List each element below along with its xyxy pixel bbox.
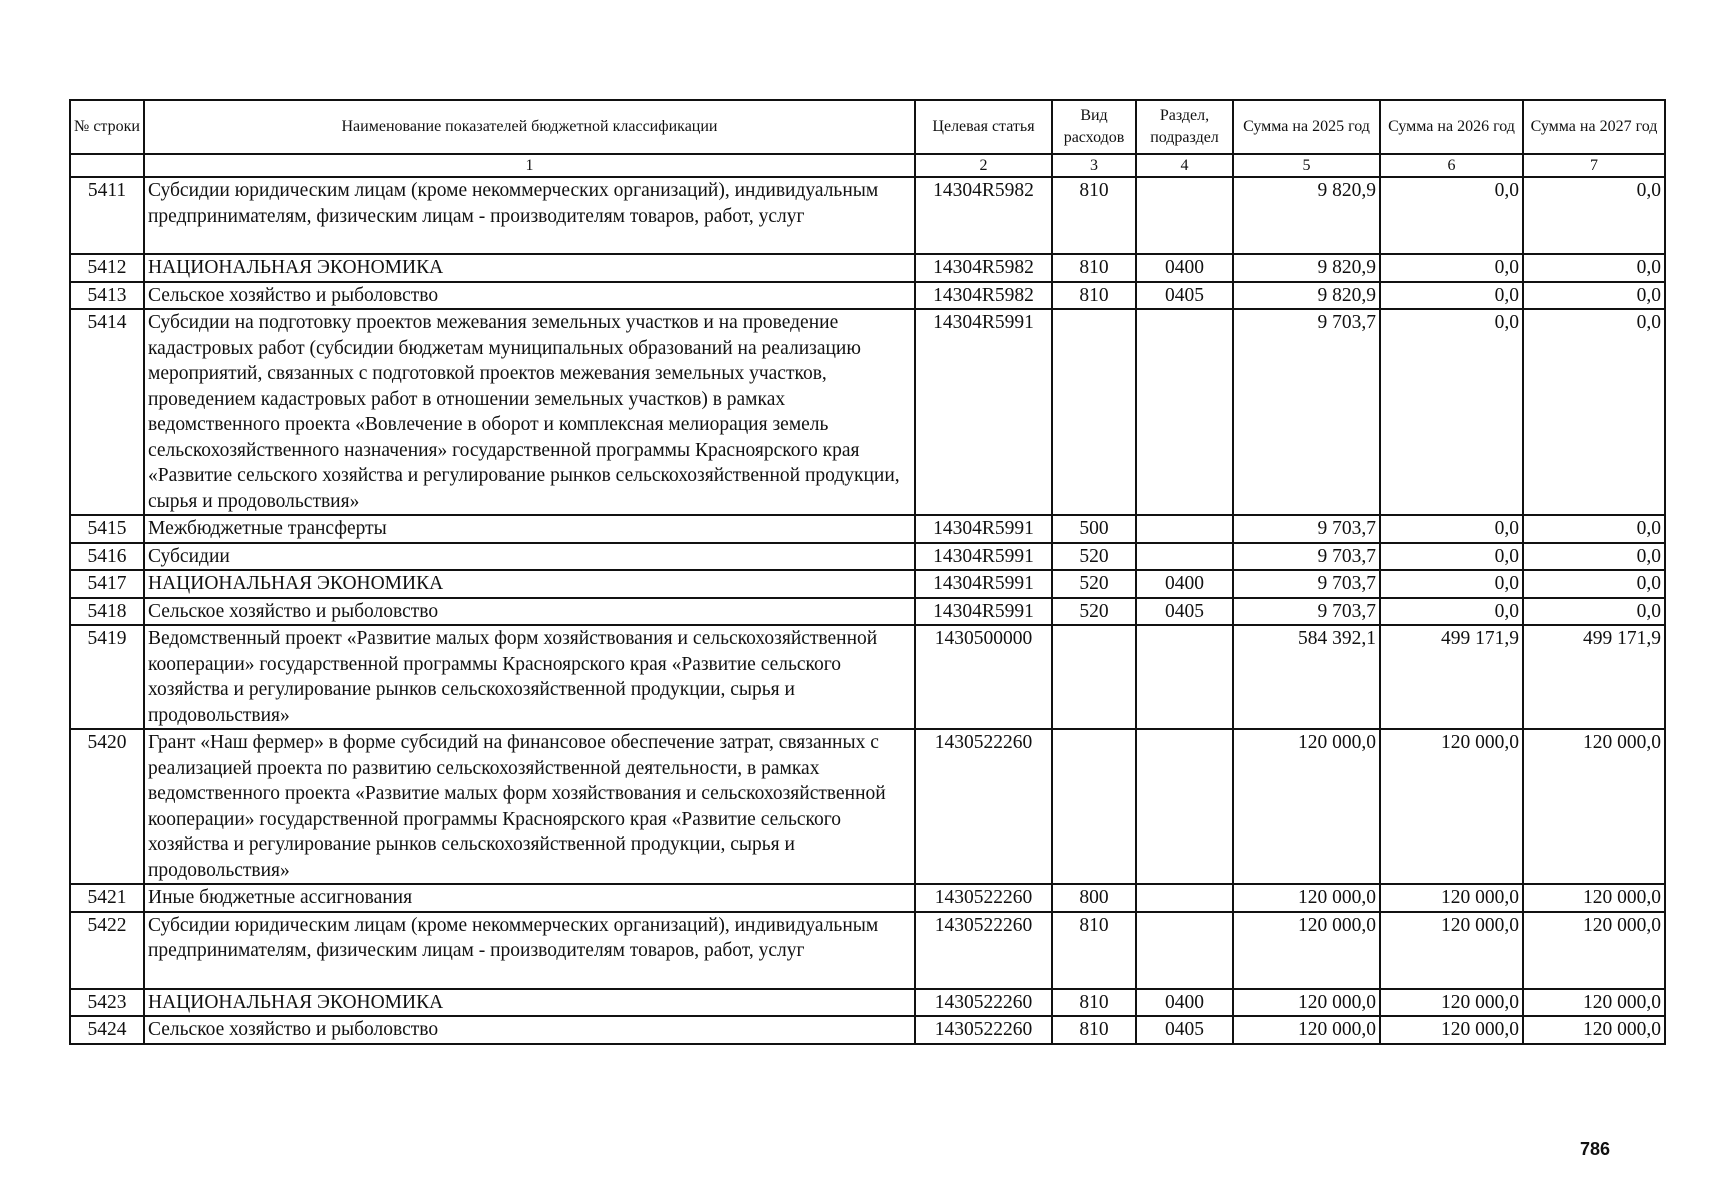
row-number: 5418 (70, 598, 144, 626)
indicator-name: Грант «Наш фермер» в форме субсидий на финансовое обеспечение затрат, связанных с реализацией проекта по развитию сельскохозяйственной деятельности, в рамках ведомственного проекта «Развитие малых форм хозяйствования и сельскохозяйственной кооперации» государственной программы Красноярского края «Развитие сельского хозяйства и регулирование рынков сельскохозяйственной продукции, сырья и продовольствия» (144, 729, 915, 884)
target-article: 14304R5982 (915, 282, 1052, 310)
column-number: 3 (1052, 154, 1136, 177)
row-number: 5421 (70, 884, 144, 912)
sum-2026: 120 000,0 (1380, 912, 1523, 989)
section-code (1136, 912, 1233, 989)
table-row (70, 515, 1665, 543)
sum-2026: 0,0 (1380, 598, 1523, 626)
sum-2027: 120 000,0 (1523, 884, 1665, 912)
sum-2025: 9 703,7 (1233, 543, 1380, 571)
sum-2025: 9 703,7 (1233, 598, 1380, 626)
target-article: 14304R5991 (915, 543, 1052, 571)
sum-2027: 120 000,0 (1523, 729, 1665, 884)
indicator-name: Сельское хозяйство и рыболовство (144, 282, 915, 310)
row-number: 5422 (70, 912, 144, 989)
indicator-name: Субсидии на подготовку проектов межевания земельных участков и на проведение кадастровых работ (субсидии бюджетам муниципальных образований на реализацию мероприятий, связанных с подготовкой проектов межевания земельных участков, проведением кадастровых работ в отношении земельных участков) в рамках ведомственного проекта «Вовлечение в оборот и комплексная мелиорация земель сельскохозяйственного назначения» государственной программы Красноярского края «Развитие сельского хозяйства и регулирование рынков сельскохозяйственной продукции, сырья и продовольствия» (144, 309, 915, 515)
row-number: 5423 (70, 989, 144, 1017)
expense-type: 520 (1052, 598, 1136, 626)
sum-2027: 499 171,9 (1523, 625, 1665, 729)
sum-2026: 0,0 (1380, 254, 1523, 282)
header-target: Целевая статья (915, 100, 1052, 154)
sum-2027: 0,0 (1523, 177, 1665, 254)
row-number: 5413 (70, 282, 144, 310)
target-article: 14304R5991 (915, 598, 1052, 626)
header-sum-2026: Сумма на 2026 год (1380, 100, 1523, 154)
indicator-name: Ведомственный проект «Развитие малых форм хозяйствования и сельскохозяйственной кооперации» государственной программы Красноярского края «Развитие сельского хозяйства и регулирование рынков сельскохозяйственной продукции, сырья и продовольствия» (144, 625, 915, 729)
column-number: 7 (1523, 154, 1665, 177)
header-expense-type: Вид расходов (1052, 100, 1136, 154)
row-number: 5416 (70, 543, 144, 571)
expense-type: 810 (1052, 282, 1136, 310)
section-code (1136, 884, 1233, 912)
header-row (70, 100, 1665, 154)
table-row (70, 625, 1665, 729)
expense-type: 800 (1052, 884, 1136, 912)
table-row (70, 729, 1665, 884)
sum-2025: 9 703,7 (1233, 309, 1380, 515)
table-row (70, 989, 1665, 1017)
column-number (70, 154, 144, 177)
column-number: 6 (1380, 154, 1523, 177)
header-name: Наименование показателей бюджетной классификации (144, 100, 915, 154)
table-row (70, 1016, 1665, 1044)
column-number: 5 (1233, 154, 1380, 177)
expense-type: 500 (1052, 515, 1136, 543)
section-code (1136, 515, 1233, 543)
row-number: 5414 (70, 309, 144, 515)
sum-2027: 0,0 (1523, 543, 1665, 571)
sum-2027: 0,0 (1523, 309, 1665, 515)
indicator-name: Субсидии юридическим лицам (кроме некоммерческих организаций), индивидуальным предпринимателям, физическим лицам - производителям товаров, работ, услуг (144, 177, 915, 254)
sum-2026: 0,0 (1380, 543, 1523, 571)
sum-2026: 499 171,9 (1380, 625, 1523, 729)
indicator-name: Субсидии (144, 543, 915, 571)
row-number: 5420 (70, 729, 144, 884)
indicator-name: Межбюджетные трансферты (144, 515, 915, 543)
sum-2025: 120 000,0 (1233, 884, 1380, 912)
sum-2027: 120 000,0 (1523, 989, 1665, 1017)
row-number: 5411 (70, 177, 144, 254)
expense-type (1052, 309, 1136, 515)
sum-2026: 0,0 (1380, 570, 1523, 598)
row-number: 5412 (70, 254, 144, 282)
table-row (70, 570, 1665, 598)
sum-2027: 0,0 (1523, 598, 1665, 626)
row-number: 5424 (70, 1016, 144, 1044)
indicator-name: НАЦИОНАЛЬНАЯ ЭКОНОМИКА (144, 989, 915, 1017)
sum-2026: 120 000,0 (1380, 884, 1523, 912)
target-article: 1430522260 (915, 989, 1052, 1017)
target-article: 1430522260 (915, 1016, 1052, 1044)
sum-2027: 0,0 (1523, 515, 1665, 543)
sum-2025: 584 392,1 (1233, 625, 1380, 729)
table-row (70, 177, 1665, 254)
sum-2026: 120 000,0 (1380, 989, 1523, 1017)
expense-type (1052, 729, 1136, 884)
sum-2026: 120 000,0 (1380, 729, 1523, 884)
section-code: 0405 (1136, 282, 1233, 310)
sum-2027: 120 000,0 (1523, 1016, 1665, 1044)
column-number-row (70, 154, 1665, 177)
section-code: 0405 (1136, 598, 1233, 626)
column-number: 4 (1136, 154, 1233, 177)
sum-2025: 9 703,7 (1233, 570, 1380, 598)
section-code (1136, 729, 1233, 884)
row-number: 5417 (70, 570, 144, 598)
sum-2025: 120 000,0 (1233, 1016, 1380, 1044)
target-article: 14304R5991 (915, 515, 1052, 543)
sum-2026: 0,0 (1380, 282, 1523, 310)
header-sum-2025: Сумма на 2025 год (1233, 100, 1380, 154)
sum-2025: 120 000,0 (1233, 989, 1380, 1017)
budget-table (69, 99, 1666, 1045)
target-article: 14304R5982 (915, 254, 1052, 282)
sum-2026: 0,0 (1380, 309, 1523, 515)
section-code: 0400 (1136, 254, 1233, 282)
table-body (70, 177, 1665, 1044)
row-number: 5415 (70, 515, 144, 543)
expense-type: 810 (1052, 254, 1136, 282)
header-sum-2027: Сумма на 2027 год (1523, 100, 1665, 154)
expense-type: 520 (1052, 543, 1136, 571)
target-article: 1430522260 (915, 884, 1052, 912)
table-row (70, 884, 1665, 912)
indicator-name: Сельское хозяйство и рыболовство (144, 598, 915, 626)
indicator-name: Сельское хозяйство и рыболовство (144, 1016, 915, 1044)
table-row (70, 598, 1665, 626)
expense-type: 520 (1052, 570, 1136, 598)
expense-type: 810 (1052, 1016, 1136, 1044)
table-row (70, 912, 1665, 989)
table-row (70, 543, 1665, 571)
sum-2027: 0,0 (1523, 570, 1665, 598)
page-number: 786 (1580, 1139, 1611, 1159)
sum-2025: 9 820,9 (1233, 282, 1380, 310)
target-article: 14304R5991 (915, 570, 1052, 598)
header-section: Раздел, подраздел (1136, 100, 1233, 154)
sum-2025: 9 703,7 (1233, 515, 1380, 543)
indicator-name: НАЦИОНАЛЬНАЯ ЭКОНОМИКА (144, 254, 915, 282)
section-code: 0400 (1136, 989, 1233, 1017)
sum-2026: 0,0 (1380, 515, 1523, 543)
section-code (1136, 309, 1233, 515)
table-row (70, 254, 1665, 282)
sum-2025: 9 820,9 (1233, 177, 1380, 254)
target-article: 1430500000 (915, 625, 1052, 729)
target-article: 14304R5991 (915, 309, 1052, 515)
sum-2027: 120 000,0 (1523, 912, 1665, 989)
indicator-name: Субсидии юридическим лицам (кроме некоммерческих организаций), индивидуальным предпринимателям, физическим лицам - производителям товаров, работ, услуг (144, 912, 915, 989)
section-code (1136, 625, 1233, 729)
sum-2025: 9 820,9 (1233, 254, 1380, 282)
target-article: 1430522260 (915, 729, 1052, 884)
header-row-no: № строки (70, 100, 144, 154)
sum-2027: 0,0 (1523, 254, 1665, 282)
row-number: 5419 (70, 625, 144, 729)
column-number: 2 (915, 154, 1052, 177)
sum-2026: 0,0 (1380, 177, 1523, 254)
table-row (70, 282, 1665, 310)
section-code (1136, 543, 1233, 571)
expense-type: 810 (1052, 912, 1136, 989)
table-row (70, 309, 1665, 515)
sum-2026: 120 000,0 (1380, 1016, 1523, 1044)
target-article: 1430522260 (915, 912, 1052, 989)
target-article: 14304R5982 (915, 177, 1052, 254)
indicator-name: НАЦИОНАЛЬНАЯ ЭКОНОМИКА (144, 570, 915, 598)
indicator-name: Иные бюджетные ассигнования (144, 884, 915, 912)
column-number: 1 (144, 154, 915, 177)
expense-type: 810 (1052, 177, 1136, 254)
section-code: 0405 (1136, 1016, 1233, 1044)
section-code (1136, 177, 1233, 254)
expense-type: 810 (1052, 989, 1136, 1017)
section-code: 0400 (1136, 570, 1233, 598)
sum-2027: 0,0 (1523, 282, 1665, 310)
sum-2025: 120 000,0 (1233, 912, 1380, 989)
expense-type (1052, 625, 1136, 729)
sum-2025: 120 000,0 (1233, 729, 1380, 884)
